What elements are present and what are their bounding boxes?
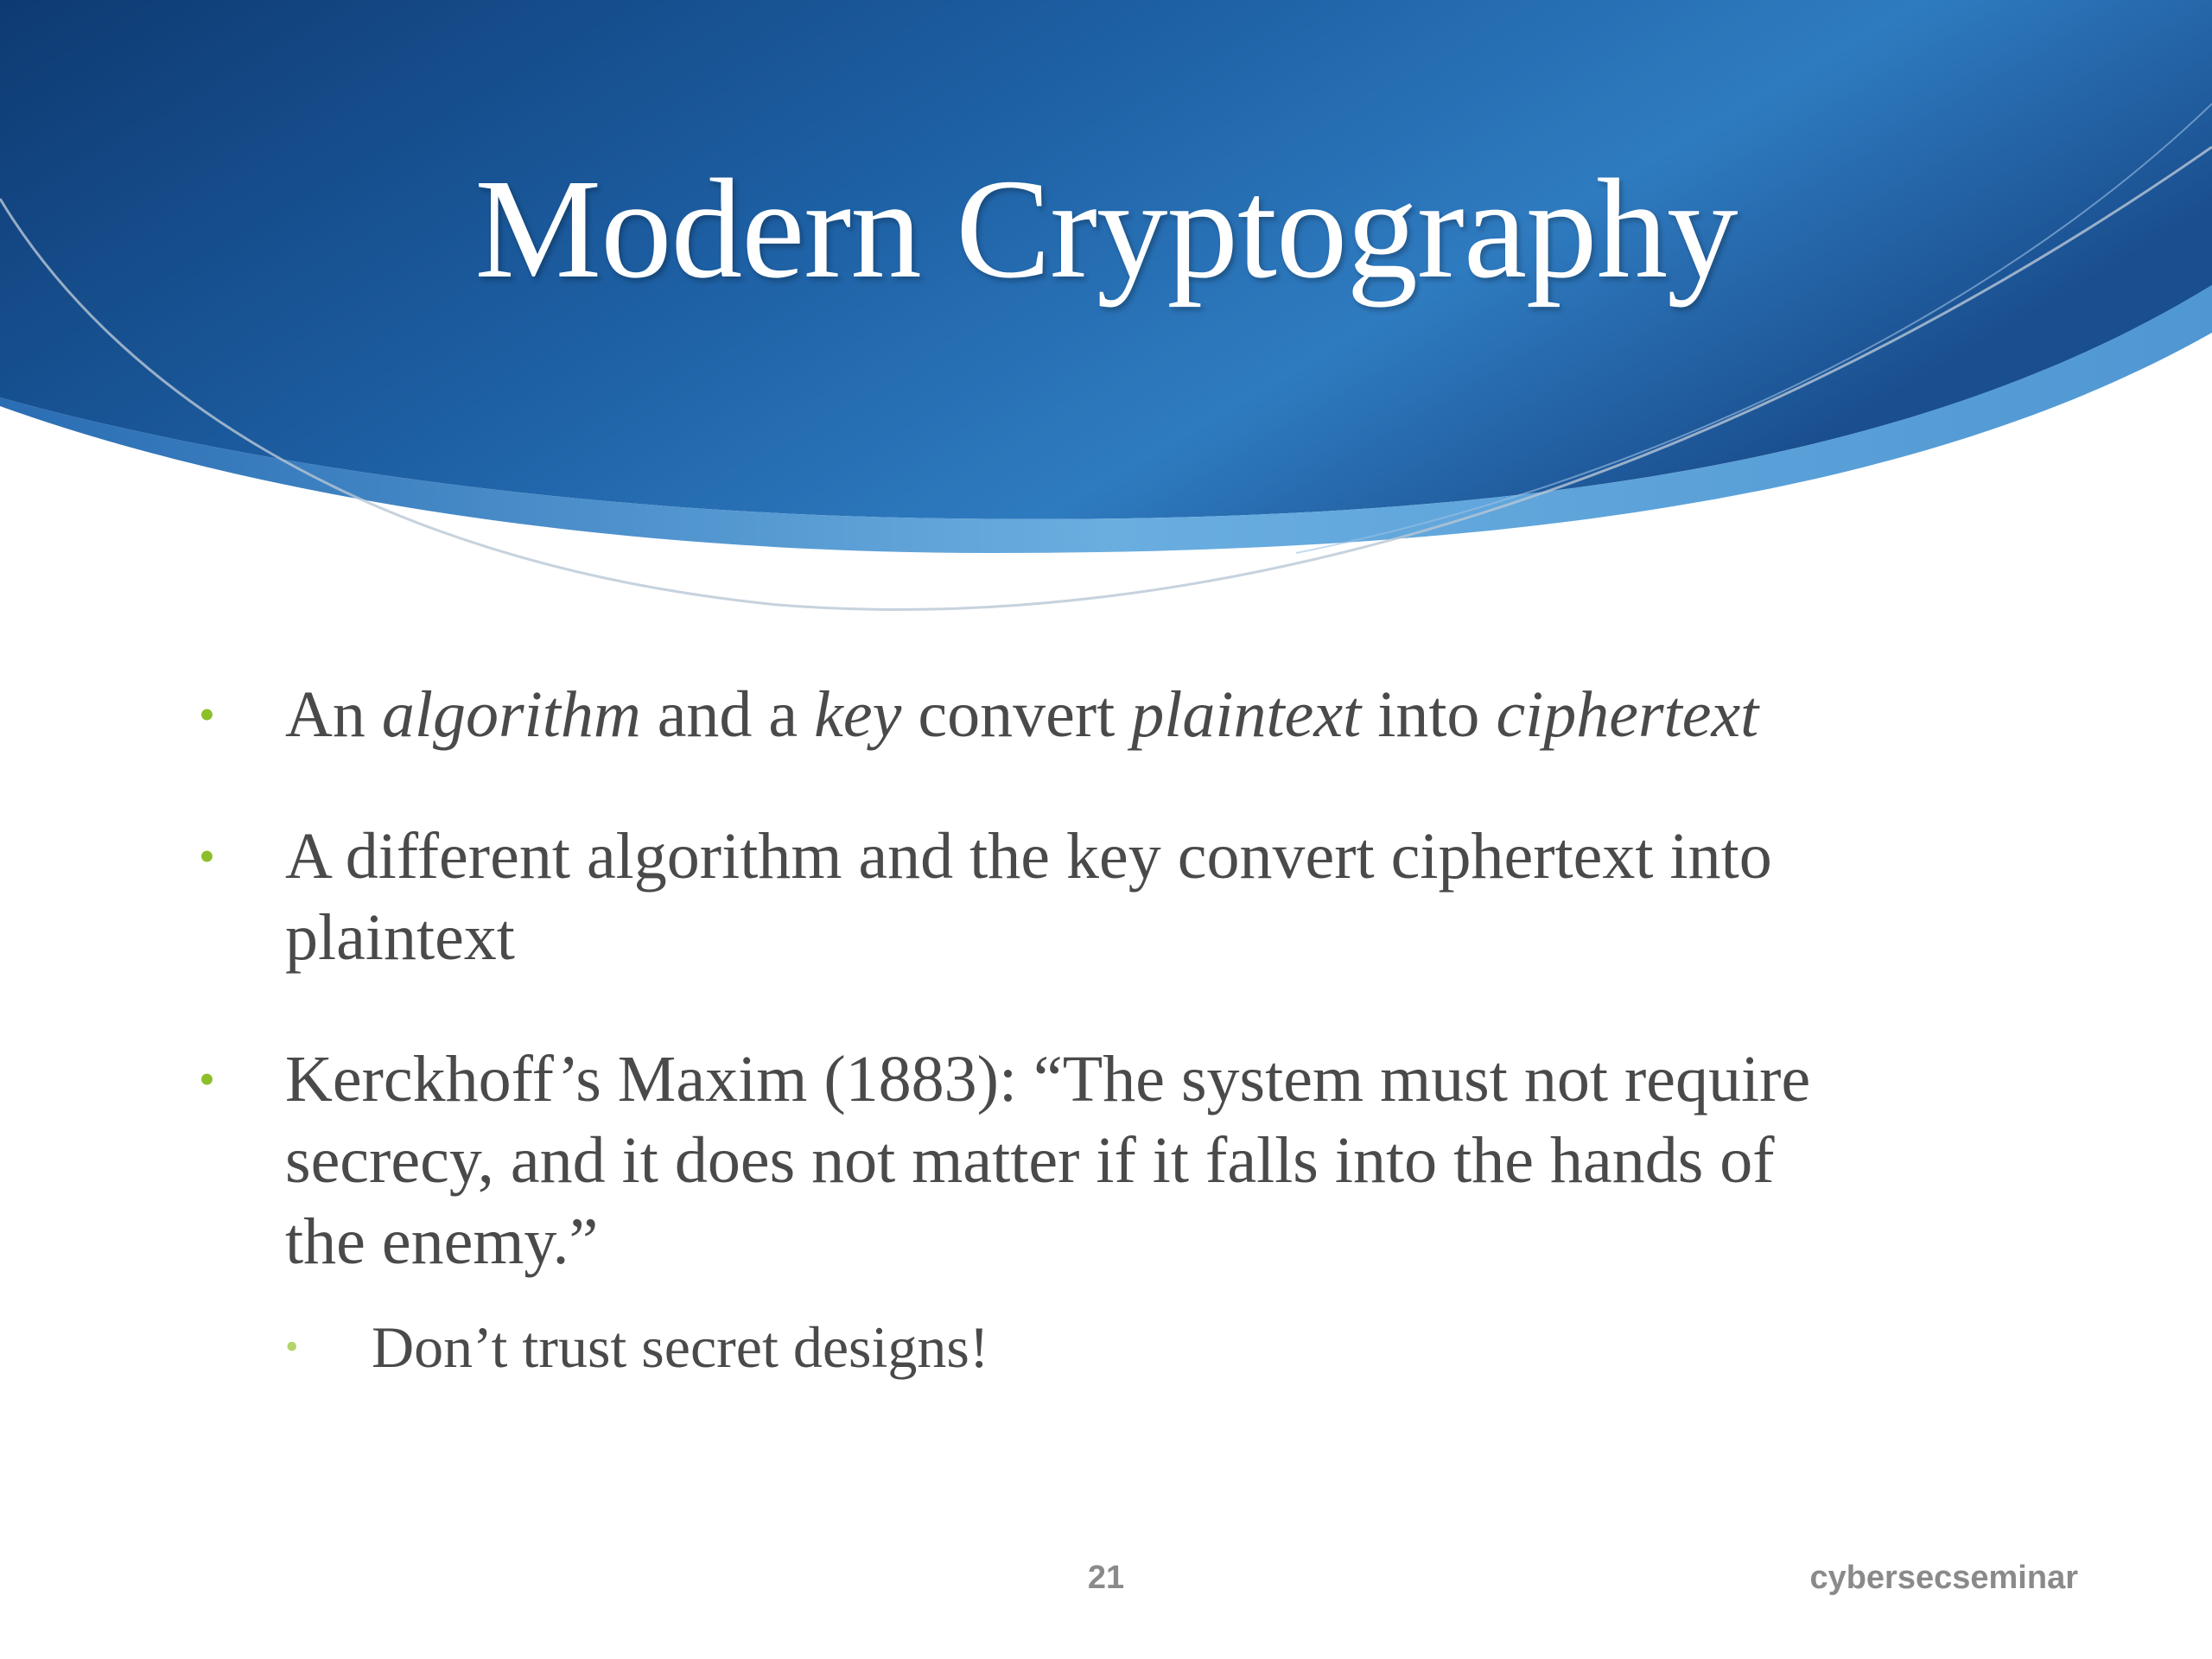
bullet-text-line: secrecy, and it does not matter if it falls into the hands of: [285, 1124, 1775, 1197]
bullet-text-line: Kerckhoff’s Maxim (1883): “The system must not require: [285, 1043, 1811, 1116]
bullet-item-2: [199, 816, 2013, 978]
bullet-item-3: [199, 1039, 2013, 1282]
text-segment: and a: [640, 678, 815, 751]
text-segment-italic: plaintext: [1131, 678, 1362, 751]
bullet-icon: •: [199, 689, 215, 741]
bullet-item-1: [199, 674, 2013, 755]
footer-brand: cybersecseminar: [1809, 1560, 2078, 1596]
bullet-text: [285, 678, 1758, 751]
sub-bullet-icon: •: [285, 1325, 299, 1368]
text-segment-italic: ciphertext: [1496, 678, 1759, 751]
page-number: 21: [1087, 1560, 1125, 1596]
text-segment-italic: algorithm: [381, 678, 641, 751]
text-segment-italic: key: [814, 678, 902, 751]
bullet-list: [199, 674, 2013, 1386]
bullet-text-line: the enemy.”: [285, 1205, 599, 1278]
text-segment: into: [1361, 678, 1497, 751]
bullet-icon: •: [199, 830, 215, 882]
bullet-icon: •: [199, 1053, 215, 1105]
slide-title: Modern Cryptography: [474, 149, 1738, 308]
text-segment: An: [285, 678, 382, 751]
bullet-text-line: A different algorithm and the key convert ciphertext into: [285, 820, 1772, 893]
sub-bullet-item: [285, 1308, 2013, 1386]
bullet-text-line: plaintext: [285, 901, 515, 974]
sub-bullet-text: Don’t trust secret designs!: [372, 1314, 989, 1380]
text-segment: convert: [901, 678, 1132, 751]
